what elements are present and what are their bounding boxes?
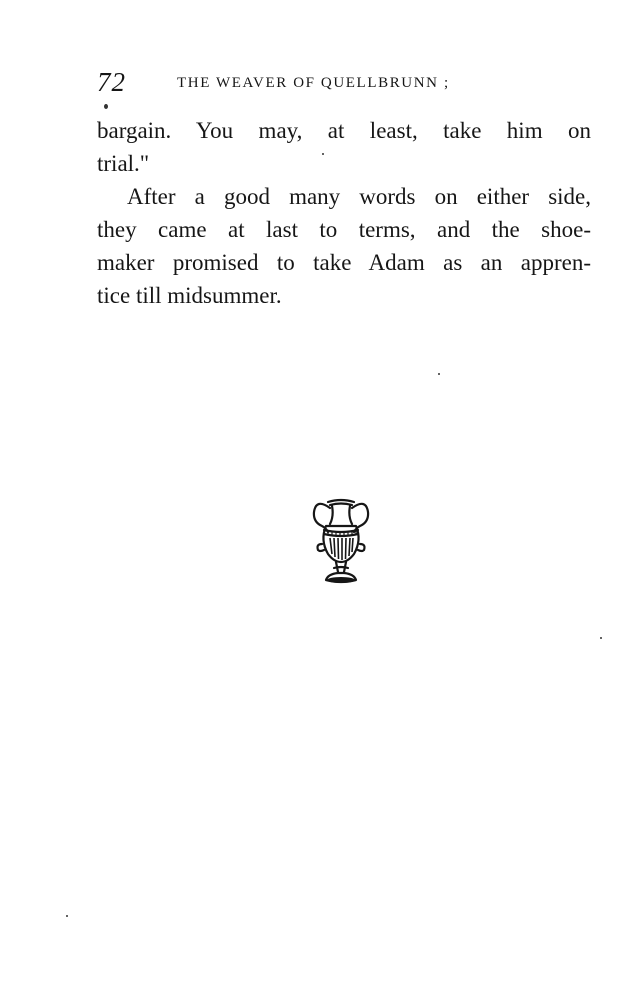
text-line: they came at last to terms, and the shoe- [97, 217, 591, 242]
running-head [97, 66, 537, 98]
paragraph-1 [97, 114, 591, 180]
urn-vase-icon [308, 496, 374, 588]
ink-speck [600, 637, 602, 639]
ink-speck [66, 915, 68, 917]
running-title: THE WEAVER OF QUELLBRUNN ; [177, 75, 450, 91]
paragraph-2 [97, 180, 591, 312]
text-line: trial." [97, 151, 150, 176]
text-line: After a good many words on either side, [127, 184, 591, 209]
ink-speck [438, 373, 440, 375]
text-line: maker promised to take Adam as an appren- [97, 250, 591, 275]
page-number: 72 [97, 67, 126, 97]
text-line: bargain. You may, at least, take him on [97, 118, 591, 143]
text-line: tice till midsummer. [97, 283, 282, 308]
body-text [97, 114, 591, 312]
ink-speck [104, 104, 108, 109]
